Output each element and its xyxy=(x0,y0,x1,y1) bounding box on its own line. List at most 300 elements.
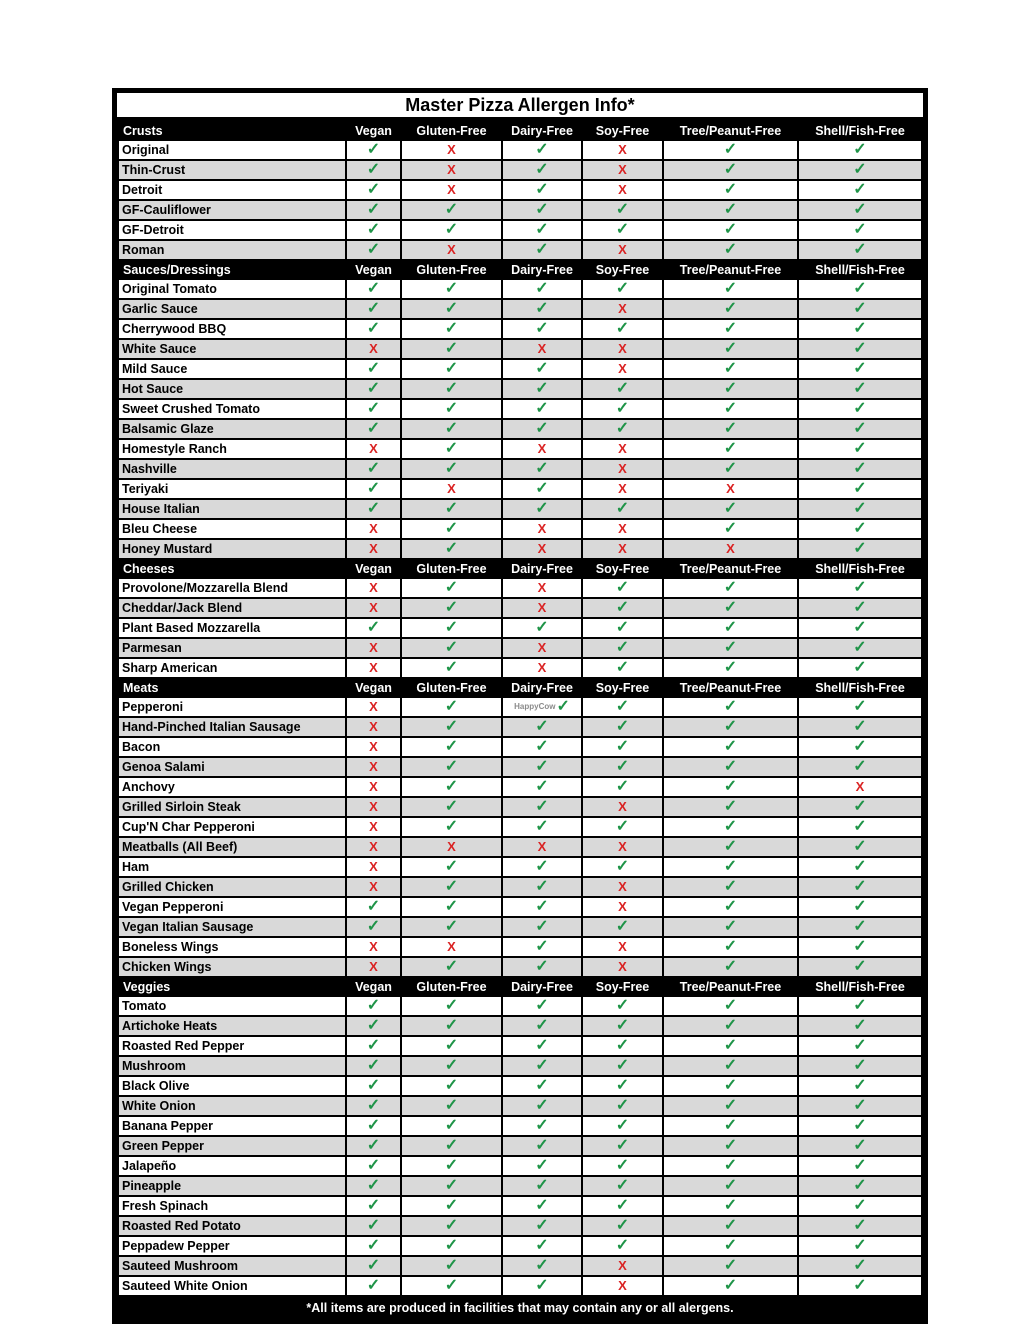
allergen-cell xyxy=(663,240,798,260)
allergen-cell xyxy=(502,797,582,817)
allergen-cell xyxy=(401,279,502,299)
allergen-cell xyxy=(663,777,798,797)
allergen-cell xyxy=(798,618,922,638)
allergen-cell xyxy=(502,658,582,678)
table-row xyxy=(118,837,922,857)
x-icon: X xyxy=(537,580,547,595)
allergen-cell xyxy=(798,857,922,877)
check-icon: ✓ xyxy=(853,758,867,775)
row-label: Mushroom xyxy=(118,1056,346,1076)
check-icon: ✓ xyxy=(535,1057,549,1074)
check-icon: ✓ xyxy=(853,1217,867,1234)
check-icon: ✓ xyxy=(615,659,630,676)
check-icon: ✓ xyxy=(444,520,459,537)
allergen-cell xyxy=(582,160,663,180)
allergen-cell xyxy=(582,658,663,678)
allergen-cell xyxy=(582,1196,663,1216)
allergen-cell xyxy=(798,439,922,459)
column-header: Gluten-Free xyxy=(401,977,502,996)
check-icon: ✓ xyxy=(853,858,867,875)
x-icon: X xyxy=(447,839,456,854)
allergen-cell xyxy=(798,180,922,200)
allergen-cell xyxy=(502,1136,582,1156)
row-label: Tomato xyxy=(118,996,346,1016)
check-icon: ✓ xyxy=(723,1117,738,1134)
check-icon: ✓ xyxy=(615,500,630,517)
x-icon: X xyxy=(618,162,627,177)
allergen-cell xyxy=(663,1156,798,1176)
check-icon: ✓ xyxy=(535,778,549,795)
x-icon: X xyxy=(369,719,378,734)
table-row xyxy=(118,1156,922,1176)
allergen-cell xyxy=(401,1196,502,1216)
column-header: Vegan xyxy=(346,977,401,996)
check-icon: ✓ xyxy=(535,201,549,218)
allergen-cell xyxy=(346,957,401,977)
row-label: Boneless Wings xyxy=(118,937,346,957)
table-row xyxy=(118,379,922,399)
check-icon: ✓ xyxy=(444,420,459,437)
row-label: Sharp American xyxy=(118,658,346,678)
check-icon: ✓ xyxy=(615,380,630,397)
allergen-cell xyxy=(798,757,922,777)
allergen-cell xyxy=(401,160,502,180)
check-icon: ✓ xyxy=(615,698,630,715)
table-row xyxy=(118,479,922,499)
allergen-cell xyxy=(663,1196,798,1216)
allergen-cell xyxy=(798,359,922,379)
check-icon: ✓ xyxy=(535,878,549,895)
row-label: Cherrywood BBQ xyxy=(118,319,346,339)
allergen-cell xyxy=(663,519,798,539)
check-icon: ✓ xyxy=(723,898,738,915)
check-icon: ✓ xyxy=(615,619,630,636)
allergen-cell xyxy=(663,180,798,200)
allergen-cell xyxy=(798,1176,922,1196)
allergen-cell xyxy=(502,1256,582,1276)
row-label: GF-Cauliflower xyxy=(118,200,346,220)
check-icon: ✓ xyxy=(444,1157,459,1174)
happycow-watermark: HappyCow xyxy=(514,702,556,711)
allergen-cell xyxy=(401,200,502,220)
allergen-cell xyxy=(502,757,582,777)
x-icon: X xyxy=(369,859,378,874)
check-icon: ✓ xyxy=(366,320,381,337)
allergen-cell xyxy=(346,1276,401,1296)
allergen-cell xyxy=(346,1176,401,1196)
check-icon: ✓ xyxy=(853,520,867,537)
check-icon: ✓ xyxy=(723,141,738,158)
row-label: Pineapple xyxy=(118,1176,346,1196)
allergen-cell xyxy=(663,299,798,319)
allergen-cell xyxy=(582,299,663,319)
allergen-cell xyxy=(798,777,922,797)
allergen-cell xyxy=(401,479,502,499)
check-icon: ✓ xyxy=(615,718,630,735)
allergen-cell xyxy=(582,578,663,598)
check-icon: ✓ xyxy=(723,639,738,656)
allergen-cell xyxy=(401,877,502,897)
row-label: Genoa Salami xyxy=(118,757,346,777)
allergen-cell xyxy=(502,957,582,977)
check-icon: ✓ xyxy=(615,1157,630,1174)
allergen-cell xyxy=(502,697,582,717)
check-icon: ✓ xyxy=(535,1197,549,1214)
allergen-cell xyxy=(582,339,663,359)
allergen-cell xyxy=(346,857,401,877)
table-row xyxy=(118,240,922,260)
x-icon: X xyxy=(618,301,627,316)
table-row xyxy=(118,539,922,559)
allergen-cell xyxy=(346,1036,401,1056)
allergen-cell xyxy=(582,857,663,877)
check-icon: ✓ xyxy=(723,918,738,935)
check-icon: ✓ xyxy=(366,1117,381,1134)
check-icon: ✓ xyxy=(853,161,867,178)
allergen-cell xyxy=(663,140,798,160)
check-icon: ✓ xyxy=(615,1137,630,1154)
check-icon: ✓ xyxy=(723,360,738,377)
allergen-cell xyxy=(663,957,798,977)
check-icon: ✓ xyxy=(853,280,867,297)
allergen-cell xyxy=(502,1216,582,1236)
row-label: Nashville xyxy=(118,459,346,479)
allergen-cell xyxy=(401,319,502,339)
allergen-cell xyxy=(502,1096,582,1116)
allergen-cell xyxy=(401,459,502,479)
allergen-cell xyxy=(502,1036,582,1056)
check-icon: ✓ xyxy=(615,1237,630,1254)
x-icon: X xyxy=(618,799,627,814)
check-icon: ✓ xyxy=(535,320,549,337)
allergen-cell xyxy=(502,1016,582,1036)
allergen-cell xyxy=(582,200,663,220)
allergen-cell xyxy=(401,638,502,658)
row-label: Grilled Chicken xyxy=(118,877,346,897)
check-icon: ✓ xyxy=(535,898,549,915)
check-icon: ✓ xyxy=(444,878,459,895)
table-row xyxy=(118,618,922,638)
x-icon: X xyxy=(447,162,456,177)
table-row xyxy=(118,459,922,479)
allergen-cell xyxy=(663,419,798,439)
table-row xyxy=(118,757,922,777)
check-icon: ✓ xyxy=(444,798,459,815)
check-icon: ✓ xyxy=(723,161,738,178)
check-icon: ✓ xyxy=(853,181,867,198)
allergen-cell xyxy=(798,459,922,479)
allergen-cell xyxy=(663,937,798,957)
allergen-cell xyxy=(582,638,663,658)
check-icon: ✓ xyxy=(444,320,459,337)
allergen-cell xyxy=(798,737,922,757)
x-icon: X xyxy=(369,600,378,615)
x-icon: X xyxy=(369,819,378,834)
allergen-cell xyxy=(582,459,663,479)
allergen-cell xyxy=(346,279,401,299)
allergen-cell xyxy=(401,379,502,399)
check-icon: ✓ xyxy=(535,619,549,636)
check-icon: ✓ xyxy=(723,1017,738,1034)
allergen-cell xyxy=(346,638,401,658)
table-row xyxy=(118,1136,922,1156)
allergen-cell xyxy=(663,658,798,678)
allergen-cell xyxy=(502,737,582,757)
table-row xyxy=(118,1116,922,1136)
table-row xyxy=(118,638,922,658)
check-icon: ✓ xyxy=(615,778,630,795)
allergen-cell xyxy=(663,697,798,717)
allergen-cell xyxy=(798,877,922,897)
table-row xyxy=(118,279,922,299)
check-icon: ✓ xyxy=(366,1257,381,1274)
check-icon: ✓ xyxy=(366,300,381,317)
check-icon: ✓ xyxy=(444,659,459,676)
check-icon: ✓ xyxy=(366,1017,381,1034)
check-icon: ✓ xyxy=(535,141,549,158)
check-icon: ✓ xyxy=(853,838,867,855)
x-icon: X xyxy=(618,959,627,974)
check-icon: ✓ xyxy=(615,1077,630,1094)
check-icon: ✓ xyxy=(615,1017,630,1034)
row-label: White Onion xyxy=(118,1096,346,1116)
allergen-cell xyxy=(663,160,798,180)
allergen-cell xyxy=(502,996,582,1016)
check-icon: ✓ xyxy=(444,738,459,755)
allergen-cell xyxy=(346,339,401,359)
check-icon: ✓ xyxy=(853,380,867,397)
allergen-cell xyxy=(582,797,663,817)
row-label: Mild Sauce xyxy=(118,359,346,379)
allergen-cell xyxy=(502,1236,582,1256)
allergen-cell xyxy=(346,319,401,339)
allergen-cell xyxy=(582,240,663,260)
allergen-cell xyxy=(798,1196,922,1216)
allergen-cell xyxy=(502,220,582,240)
allergen-cell xyxy=(401,439,502,459)
allergen-cell xyxy=(401,1176,502,1196)
check-icon: ✓ xyxy=(853,460,867,477)
allergen-cell xyxy=(798,1076,922,1096)
row-label: Cheddar/Jack Blend xyxy=(118,598,346,618)
check-icon: ✓ xyxy=(444,460,459,477)
check-icon: ✓ xyxy=(853,340,867,357)
x-icon: X xyxy=(369,799,378,814)
check-icon: ✓ xyxy=(723,1057,738,1074)
x-icon: X xyxy=(447,242,456,257)
table-row xyxy=(118,1036,922,1056)
allergen-cell xyxy=(401,996,502,1016)
allergen-cell xyxy=(502,160,582,180)
section-title: Cheeses xyxy=(118,559,346,578)
x-icon: X xyxy=(369,939,378,954)
check-icon: ✓ xyxy=(444,500,459,517)
allergen-cell xyxy=(502,319,582,339)
allergen-cell xyxy=(798,996,922,1016)
column-header: Dairy-Free xyxy=(502,678,582,697)
allergen-cell xyxy=(663,897,798,917)
check-icon: ✓ xyxy=(723,320,738,337)
check-icon: ✓ xyxy=(535,938,549,955)
x-icon: X xyxy=(369,759,378,774)
allergen-cell xyxy=(346,1216,401,1236)
allergen-cell xyxy=(346,459,401,479)
check-icon: ✓ xyxy=(723,1257,738,1274)
check-icon: ✓ xyxy=(366,898,381,915)
check-icon: ✓ xyxy=(366,1217,381,1234)
allergen-cell xyxy=(401,1076,502,1096)
check-icon: ✓ xyxy=(444,1057,459,1074)
check-icon: ✓ xyxy=(615,320,630,337)
row-label: Thin-Crust xyxy=(118,160,346,180)
table-row xyxy=(118,817,922,837)
allergen-cell xyxy=(798,578,922,598)
check-icon: ✓ xyxy=(853,440,867,457)
allergen-cell xyxy=(502,439,582,459)
table-row xyxy=(118,857,922,877)
check-icon: ✓ xyxy=(615,1057,630,1074)
check-icon: ✓ xyxy=(366,161,381,178)
allergen-cell xyxy=(346,1016,401,1036)
allergen-cell xyxy=(582,279,663,299)
allergen-cell xyxy=(798,339,922,359)
allergen-cell xyxy=(582,1276,663,1296)
allergen-cell xyxy=(502,717,582,737)
allergen-cell xyxy=(502,638,582,658)
allergen-cell xyxy=(798,240,922,260)
allergen-cell xyxy=(346,479,401,499)
allergen-cell xyxy=(401,499,502,519)
allergen-cell xyxy=(663,1136,798,1156)
row-label: Sauteed White Onion xyxy=(118,1276,346,1296)
allergen-cell xyxy=(401,1276,502,1296)
check-icon: ✓ xyxy=(535,1037,549,1054)
check-icon: ✓ xyxy=(615,758,630,775)
check-icon: ✓ xyxy=(723,420,738,437)
section-header-row xyxy=(118,678,922,697)
check-icon: ✓ xyxy=(535,1217,549,1234)
column-header: Soy-Free xyxy=(582,260,663,279)
column-header: Shell/Fish-Free xyxy=(798,121,922,140)
check-icon: ✓ xyxy=(535,997,549,1014)
allergen-cell xyxy=(401,1056,502,1076)
check-icon: ✓ xyxy=(444,898,459,915)
column-header: Shell/Fish-Free xyxy=(798,977,922,996)
check-icon: ✓ xyxy=(535,1097,549,1114)
x-icon: X xyxy=(369,541,378,556)
check-icon: ✓ xyxy=(535,1117,549,1134)
check-icon: ✓ xyxy=(444,818,459,835)
allergen-cell xyxy=(798,399,922,419)
check-icon: ✓ xyxy=(366,1097,381,1114)
allergen-cell xyxy=(401,797,502,817)
row-label: Hot Sauce xyxy=(118,379,346,399)
check-icon: ✓ xyxy=(444,619,459,636)
column-header: Vegan xyxy=(346,559,401,578)
row-label: Pepperoni xyxy=(118,697,346,717)
allergen-cell xyxy=(502,339,582,359)
check-icon: ✓ xyxy=(444,1037,459,1054)
check-icon: ✓ xyxy=(853,1057,867,1074)
table-row xyxy=(118,877,922,897)
allergen-cell xyxy=(401,897,502,917)
check-icon: ✓ xyxy=(615,599,630,616)
allergen-cell xyxy=(346,399,401,419)
check-icon: ✓ xyxy=(444,400,459,417)
check-icon: ✓ xyxy=(444,360,459,377)
x-icon: X xyxy=(537,521,547,536)
allergen-cell xyxy=(582,1096,663,1116)
check-icon: ✓ xyxy=(723,201,738,218)
allergen-cell xyxy=(502,419,582,439)
x-icon: X xyxy=(369,779,378,794)
x-icon: X xyxy=(618,1258,627,1273)
allergen-cell xyxy=(502,279,582,299)
column-header: Gluten-Free xyxy=(401,121,502,140)
check-icon: ✓ xyxy=(853,579,867,596)
allergen-cell xyxy=(502,200,582,220)
column-header: Soy-Free xyxy=(582,977,663,996)
allergen-cell xyxy=(798,658,922,678)
allergen-cell xyxy=(346,1076,401,1096)
table-row xyxy=(118,319,922,339)
allergen-cell xyxy=(346,1056,401,1076)
allergen-cell xyxy=(798,299,922,319)
allergen-cell xyxy=(663,837,798,857)
allergen-cell xyxy=(346,737,401,757)
allergen-cell xyxy=(502,857,582,877)
check-icon: ✓ xyxy=(723,938,738,955)
x-icon: X xyxy=(618,1278,627,1293)
row-label: Vegan Pepperoni xyxy=(118,897,346,917)
check-icon: ✓ xyxy=(366,1037,381,1054)
allergen-cell xyxy=(401,777,502,797)
allergen-cell xyxy=(663,1256,798,1276)
allergen-cell xyxy=(401,359,502,379)
allergen-cell xyxy=(502,877,582,897)
table-row xyxy=(118,598,922,618)
allergen-cell xyxy=(663,439,798,459)
allergen-cell xyxy=(401,339,502,359)
allergen-cell xyxy=(401,220,502,240)
check-icon: ✓ xyxy=(723,698,738,715)
allergen-cell xyxy=(502,917,582,937)
allergen-cell xyxy=(663,797,798,817)
check-icon: ✓ xyxy=(535,1277,549,1294)
table-row xyxy=(118,737,922,757)
row-label: GF-Detroit xyxy=(118,220,346,240)
table-row xyxy=(118,1276,922,1296)
allergen-cell xyxy=(401,240,502,260)
table-row xyxy=(118,897,922,917)
check-icon: ✓ xyxy=(853,1197,867,1214)
x-icon: X xyxy=(618,481,627,496)
check-icon: ✓ xyxy=(556,698,570,715)
column-header: Vegan xyxy=(346,678,401,697)
row-label: Cup'N Char Pepperoni xyxy=(118,817,346,837)
check-icon: ✓ xyxy=(853,1017,867,1034)
allergen-cell xyxy=(663,459,798,479)
check-icon: ✓ xyxy=(853,420,867,437)
check-icon: ✓ xyxy=(615,1177,630,1194)
row-label: Sauteed Mushroom xyxy=(118,1256,346,1276)
table-row xyxy=(118,200,922,220)
row-label: Bleu Cheese xyxy=(118,519,346,539)
check-icon: ✓ xyxy=(444,1277,459,1294)
check-icon: ✓ xyxy=(853,738,867,755)
check-icon: ✓ xyxy=(853,1157,867,1174)
check-icon: ✓ xyxy=(615,918,630,935)
